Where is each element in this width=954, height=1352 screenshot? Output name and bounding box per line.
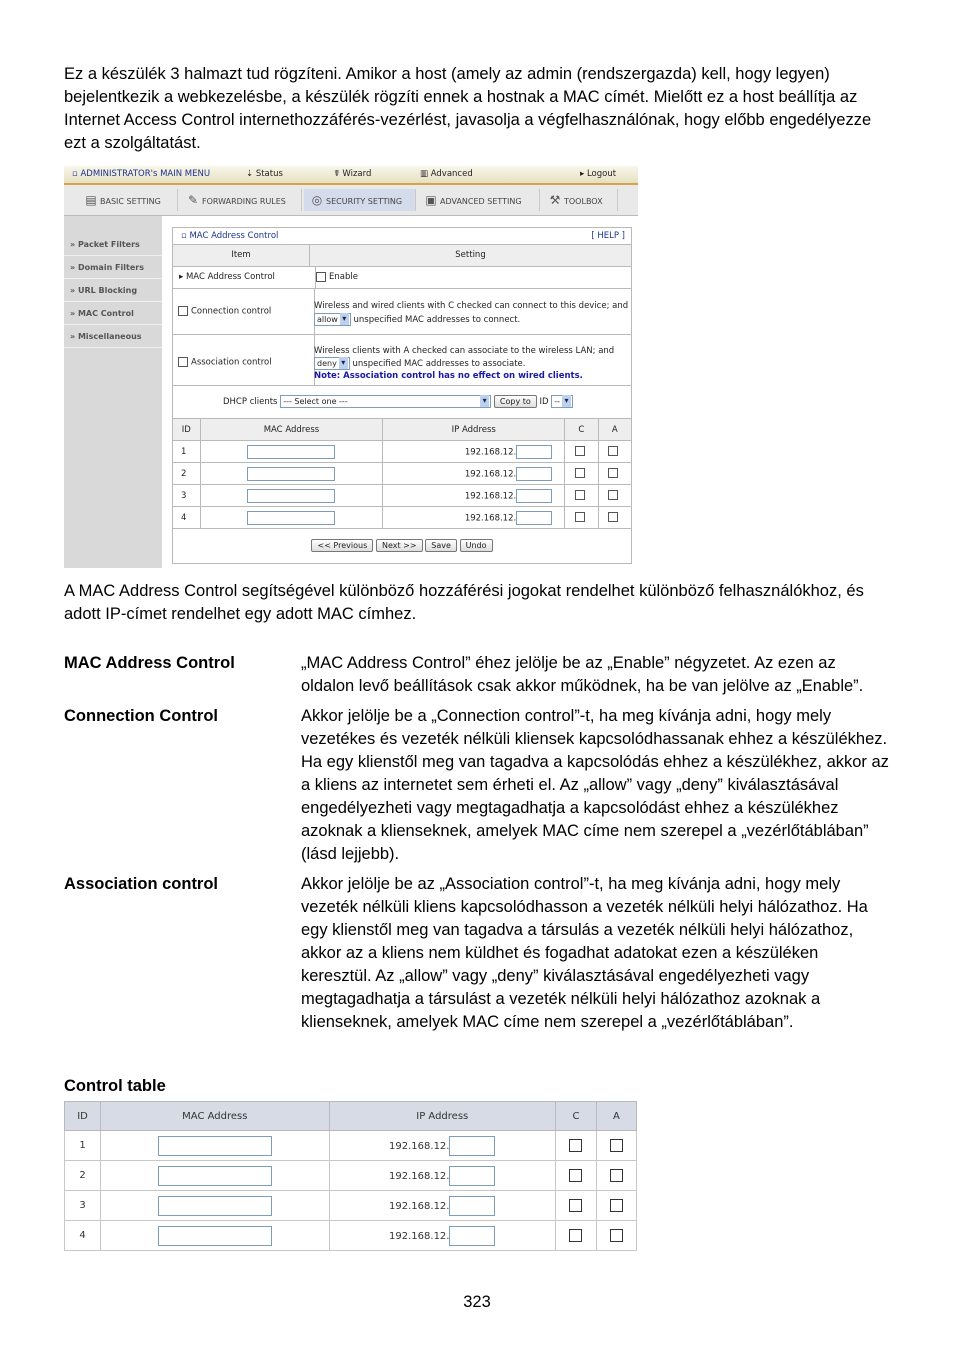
c-checkbox[interactable] [569,1229,582,1242]
logout-link[interactable]: ▸ Logout [580,169,617,179]
mac-address-input[interactable] [247,467,335,481]
a-checkbox[interactable] [608,446,618,456]
ip-suffix-input[interactable] [449,1136,495,1156]
ip-suffix-input[interactable] [449,1226,495,1246]
mac-address-input[interactable] [158,1166,272,1186]
definition-row: Connection Control Akkor jelölje be a „Connection control”-t, ha meg kívánja adni, hogy mely vezetékes és vezeték nélküli kliensek kapcsolódhassanak ehhez a készülékhez. Ha egy klienstől meg van tagadva a kapcsolódás ehhez a készülékhez, akkor az a kliens az internetet sem érheti el. Az „allow” vagy „deny” kiválasztásával engedélyezheti vagy megtagadhatja a kapcsolódást ehhez a készülékhez azoknak a klienseknek, amelyek MAC címe nem szerepel a „vezérlőtáblában” (lásd lejjebb). [64,707,889,863]
table-row: 4 192.168.12. [173,507,632,529]
sidebar-item-packet-filters[interactable]: » Packet Filters [64,234,162,256]
a-checkbox[interactable] [608,468,618,478]
advanced-link[interactable]: ▥ Advanced [420,169,473,179]
mac-control-row: ▸ MAC Address Control Enable [173,267,631,289]
copy-to-button[interactable]: Copy to [494,395,537,408]
control-table-title: Control table [64,1077,166,1095]
basic-setting-icon: ▤ [85,193,97,207]
wizard-link[interactable]: ☤ Wizard [334,169,372,179]
tab-security-setting[interactable]: ◎ SECURITY SETTING [304,189,416,211]
control-table: ID MAC Address IP Address C A 1 192.168.12. 2 192.168.12. 3 192.168.12. 4 192.168.12. [64,1101,637,1251]
ip-suffix-input[interactable] [516,489,552,503]
c-checkbox[interactable] [569,1199,582,1212]
settings-tabs [64,185,638,216]
mac-address-input[interactable] [247,489,335,503]
sidebar-item-domain-filters[interactable]: » Domain Filters [64,257,162,279]
save-button[interactable]: Save [425,539,457,552]
connection-allow-select[interactable]: allow ▾ [314,313,351,326]
mac-control-description: A MAC Address Control segítségével különböző hozzáférési jogokat rendelhet különböző felhasználókhoz, és adott IP-címet rendelhet egy adott MAC címhez. [64,582,864,623]
a-checkbox[interactable] [608,490,618,500]
tab-toolbox[interactable]: ⚒ TOOLBOX [542,189,618,211]
ip-suffix-input[interactable] [516,467,552,481]
ip-suffix-input[interactable] [449,1196,495,1216]
status-link[interactable]: ⇣ Status [246,169,283,179]
mac-address-input[interactable] [158,1226,272,1246]
table-row: 4 192.168.12. [65,1221,637,1251]
association-control-checkbox[interactable] [178,357,188,367]
advanced-setting-icon: ▣ [425,193,437,207]
sidebar-item-mac-control[interactable]: » MAC Control [64,303,162,325]
intro-paragraph: Ez a készülék 3 halmazt tud rögzíteni. Amikor a host (amely az admin (rendszergazda) kell, hogy legyen) bejelentkezik a webkezelésbe, a készülék rögzíti ennek a hostnak a MAC címét. Mielőtt ez a host beállítja az Internet Access Control internethozzáférés-vezérlést, javasolja a végfelhasználónak, hogy előbb engedélyezze ezt a szolgáltatást. [64,65,872,152]
table-row: 3 192.168.12. [65,1191,637,1221]
tab-advanced-setting[interactable]: ▣ ADVANCED SETTING [418,189,540,211]
router-screenshot [64,166,638,568]
dhcp-clients-select[interactable]: --- Select one --- ▾ [280,395,491,408]
wizard-icon: ☤ [334,169,343,179]
a-checkbox[interactable] [610,1139,623,1152]
mac-address-input[interactable] [247,445,335,459]
table-row: 1 192.168.12. [173,441,632,463]
table-row: 1 192.168.12. [65,1131,637,1161]
a-checkbox[interactable] [610,1229,623,1242]
table-row: 2 192.168.12. [173,463,632,485]
previous-button[interactable]: << Previous [311,539,373,552]
association-deny-select[interactable]: deny ▾ [314,357,350,370]
connection-control-row: Connection control Wireless and wired clients with C checked can connect to this device; and allow ▾ unspecified MAC addresses to connect. [173,289,631,335]
forwarding-icon: ✎ [187,193,199,207]
next-button[interactable]: Next >> [376,539,423,552]
toolbox-icon: ⚒ [549,193,561,207]
c-checkbox[interactable] [569,1169,582,1182]
settings-header-row [173,245,631,267]
mac-table: ID MAC Address IP Address C A 1 192.168.12. 2 192.168.12. 3 192.168.12. 4 192.168.12. [172,418,632,529]
logout-arrow-icon: ▸ [580,169,587,179]
item-header: Item [173,245,310,266]
arrow-icon: ▸ [179,272,186,282]
table-row: 2 192.168.12. [65,1161,637,1191]
a-checkbox[interactable] [610,1169,623,1182]
tab-basic-setting[interactable]: ▤ BASIC SETTING [78,189,178,211]
panel-square-icon: ▫ [181,231,190,241]
mac-address-input[interactable] [158,1196,272,1216]
mac-address-input[interactable] [247,511,335,525]
connection-control-checkbox[interactable] [178,306,188,316]
c-checkbox[interactable] [575,446,585,456]
a-checkbox[interactable] [610,1199,623,1212]
status-icon: ⇣ [246,169,256,179]
security-icon: ◎ [311,193,323,207]
sidebar [64,216,162,568]
main-menu-label[interactable]: ▫ ADMINISTRATOR's MAIN MENU [72,169,211,179]
association-control-row: Association control Wireless clients with A checked can associate to the wireless LAN; and deny ▾ unspecified MAC addresses to associate. Note: Association control has no effect on wired clients. [173,335,631,386]
undo-button[interactable]: Undo [460,539,493,552]
top-menu-bar [64,166,638,185]
panel-header [173,228,631,245]
sidebar-item-miscellaneous[interactable]: » Miscellaneous [64,326,162,348]
definition-row: Association control Akkor jelölje be az „Association control”-t, ha meg kívánja adni, hogy mely vezeték nélküli kliens kapcsolódhasson a vezeték nélküli helyi hálózathoz. Ha egy klienstől meg van tagadva a társulás a vezeték nélküli helyi hálózathoz, akkor az a kliens nem küldhet és fogadhat adatokat ezen a készüléken keresztül. Az „allow” vagy „deny” kiválasztásával engedélyezheti vagy megtagadhatja a társulást a vezeték nélküli helyi hálózathoz azoknak a klienseknek, amelyek MAC címe nem szerepel a „vezérlőtáblában”. [64,875,868,1031]
page-number: 323 [463,1293,491,1311]
advanced-icon: ▥ [420,169,431,179]
ip-suffix-input[interactable] [516,445,552,459]
c-checkbox[interactable] [569,1139,582,1152]
association-note: Note: Association control has no effect on wired clients. [314,371,583,381]
mac-address-input[interactable] [158,1136,272,1156]
mac-control-panel [172,227,632,564]
table-row: 3 192.168.12. [173,485,632,507]
enable-checkbox[interactable] [316,272,326,282]
sidebar-item-url-blocking[interactable]: » URL Blocking [64,280,162,302]
definitions-list [64,652,894,1041]
ip-suffix-input[interactable] [516,511,552,525]
definition-row: MAC Address Control „MAC Address Control” éhez jelölje be az „Enable” négyzetet. Az ezen az oldalon levő beállítások csak akkor működnek, ha be van jelölve az „Enable”. [64,654,864,695]
c-checkbox[interactable] [575,512,585,522]
panel-title: MAC Address Control [189,231,279,241]
tab-forwarding-rules[interactable]: ✎ FORWARDING RULES [180,189,302,211]
a-checkbox[interactable] [608,512,618,522]
button-bar [173,539,631,552]
help-link[interactable]: [ HELP ] [591,231,625,241]
c-checkbox[interactable] [575,490,585,500]
ip-suffix-input[interactable] [449,1166,495,1186]
id-select[interactable]: -- ▾ [551,395,573,408]
dhcp-row: DHCP clients --- Select one --- ▾ Copy to ID -- ▾ [173,386,631,419]
menu-square-icon: ▫ [72,169,81,179]
setting-header: Setting [455,250,486,260]
c-checkbox[interactable] [575,468,585,478]
